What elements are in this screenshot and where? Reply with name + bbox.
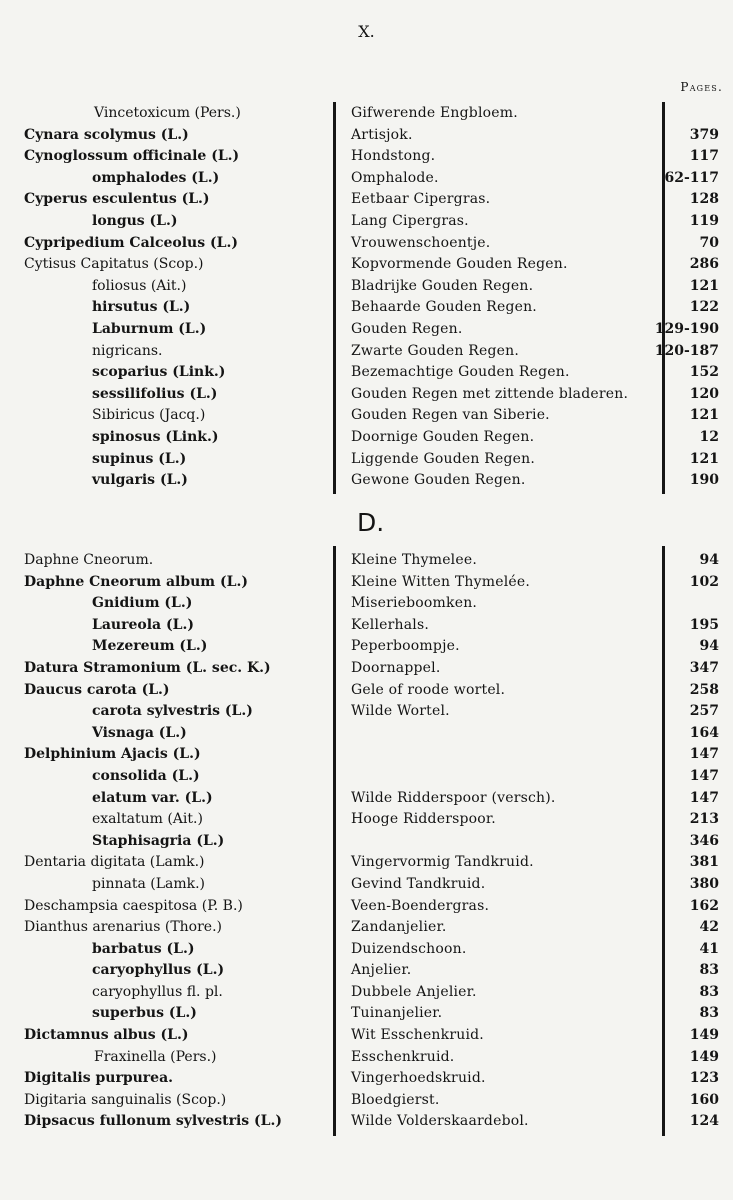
latin-name: Dentaria digitata (Lamk.) <box>24 854 205 871</box>
index-entry <box>0 831 733 853</box>
page-number: 129-190 <box>654 320 719 337</box>
dutch-name: Artisjok. <box>351 126 413 143</box>
latin-name: scoparius (Link.) <box>92 364 226 381</box>
dutch-name: Anjelier. <box>351 962 412 979</box>
latin-name: Dictamnus albus (L.) <box>24 1027 189 1044</box>
index-entry <box>0 168 733 190</box>
index-entry <box>0 788 733 810</box>
latin-name: exaltatum (Ait.) <box>92 811 203 828</box>
latin-name: Sibiricus (Jacq.) <box>92 407 206 424</box>
latin-name: carota sylvestris (L.) <box>92 703 253 720</box>
index-entry <box>0 550 733 572</box>
page-number: 190 <box>689 472 719 489</box>
dutch-name: Vrouwenschoentje. <box>351 234 491 251</box>
page-number: 83 <box>699 962 719 979</box>
index-entry <box>0 636 733 658</box>
page-number: 62-117 <box>664 169 719 186</box>
dutch-name: Bloedgierst. <box>351 1091 440 1108</box>
dutch-name: Hondstong. <box>351 148 436 165</box>
page-number: 257 <box>689 703 719 720</box>
latin-name: Staphisagria (L.) <box>92 832 225 849</box>
dutch-name: Duizendschoon. <box>351 940 467 957</box>
page-number: 122 <box>689 299 719 316</box>
page-number: 195 <box>689 616 719 633</box>
latin-name: Deschampsia caespitosa (P. B.) <box>24 897 243 914</box>
index-entry <box>0 1003 733 1025</box>
dutch-name: Kellerhals. <box>351 616 429 633</box>
latin-name: Daphne Cneorum album (L.) <box>24 573 248 590</box>
latin-name: pinnata (Lamk.) <box>92 875 206 892</box>
latin-name: Vincetoxicum (Pers.) <box>94 105 241 121</box>
index-entry <box>0 766 733 788</box>
index-entry <box>0 917 733 939</box>
dutch-name: Tuinanjelier. <box>351 1005 443 1022</box>
page-number: 121 <box>689 277 719 294</box>
page-number: 346 <box>689 832 719 849</box>
dutch-name: Gouden Regen met zittende bladeren. <box>351 385 629 402</box>
page-numeral: X. <box>358 22 375 41</box>
latin-name: caryophyllus fl. pl. <box>92 983 223 1000</box>
dutch-name: Kleine Witten Thymelée. <box>351 573 530 590</box>
dutch-name: Doornige Gouden Regen. <box>351 428 535 445</box>
latin-name: vulgaris (L.) <box>92 472 188 489</box>
index-entry <box>0 384 733 406</box>
dutch-name: Eetbaar Cipergras. <box>351 191 491 208</box>
index-entry <box>0 680 733 702</box>
dutch-name: Behaarde Gouden Regen. <box>351 299 537 316</box>
latin-name: caryophyllus (L.) <box>92 962 225 979</box>
latin-name: Daphne Cneorum. <box>24 552 154 568</box>
dutch-name: Zwarte Gouden Regen. <box>351 342 519 359</box>
index-entry <box>0 405 733 427</box>
index-entry <box>0 744 733 766</box>
latin-name: foliosus (Ait.) <box>92 277 187 294</box>
page-number: 160 <box>689 1091 719 1108</box>
page-number: 121 <box>689 407 719 424</box>
dutch-name: Dubbele Anjelier. <box>351 983 477 1000</box>
dutch-name: Gouden Regen van Siberie. <box>351 407 550 424</box>
page-number: 102 <box>689 573 719 590</box>
latin-name: Fraxinella (Pers.) <box>94 1048 217 1065</box>
latin-name: Cypripedium Calceolus (L.) <box>24 234 238 251</box>
index-entry <box>0 1025 733 1047</box>
index-entry <box>0 211 733 233</box>
latin-name: Delphinium Ajacis (L.) <box>24 746 201 763</box>
page-number: 83 <box>699 1005 719 1022</box>
page-number: 70 <box>699 234 719 251</box>
latin-name: Dianthus arenarius (Thore.) <box>24 919 223 936</box>
index-section-d <box>0 550 733 1133</box>
page-number: 379 <box>689 126 719 143</box>
page-number: 164 <box>689 724 719 741</box>
index-entry <box>0 723 733 745</box>
dutch-name: Liggende Gouden Regen. <box>351 450 535 467</box>
dutch-name: Gifwerende Engbloem. <box>351 105 518 121</box>
page-number: 258 <box>689 681 719 698</box>
dutch-name: Doornappel. <box>351 659 441 676</box>
index-entry <box>0 982 733 1004</box>
index-entry <box>0 146 733 168</box>
dutch-name: Esschenkruid. <box>351 1048 455 1065</box>
latin-name: spinosus (Link.) <box>92 428 219 445</box>
dutch-name: Bezemachtige Gouden Regen. <box>351 364 570 381</box>
dutch-name: Kopvormende Gouden Regen. <box>351 256 568 273</box>
dutch-name: Gevind Tandkruid. <box>351 875 486 892</box>
latin-name: Cynara scolymus (L.) <box>24 126 189 143</box>
dutch-name: Wit Esschenkruid. <box>351 1027 484 1044</box>
latin-name: Digitalis purpurea. <box>24 1070 174 1087</box>
index-entry <box>0 125 733 147</box>
index-entry <box>0 1047 733 1069</box>
latin-name: Datura Stramonium (L. sec. K.) <box>24 659 271 676</box>
page-number: 213 <box>689 811 719 828</box>
page-number: 120 <box>689 385 719 402</box>
page-number: 147 <box>689 746 719 763</box>
page-number: 123 <box>689 1070 719 1087</box>
latin-name: omphalodes (L.) <box>92 169 220 186</box>
page-number: 121 <box>689 450 719 467</box>
index-entry <box>0 470 733 492</box>
latin-name: Cytisus Capitatus (Scop.) <box>24 256 204 273</box>
index-entry <box>0 1068 733 1090</box>
dutch-name: Gewone Gouden Regen. <box>351 472 526 489</box>
latin-name: Mezereum (L.) <box>92 638 208 655</box>
page-number: 128 <box>689 191 719 208</box>
latin-name: Laureola (L.) <box>92 616 194 633</box>
latin-name: Daucus carota (L.) <box>24 681 170 698</box>
page-number: 124 <box>689 1113 719 1130</box>
page-number: 149 <box>689 1027 719 1044</box>
page-number: 162 <box>689 897 719 914</box>
latin-name: Visnaga (L.) <box>92 724 187 741</box>
latin-name: Cyperus esculentus (L.) <box>24 191 210 208</box>
page-number: 83 <box>699 983 719 1000</box>
latin-name: Cynoglossum officinale (L.) <box>24 148 240 165</box>
page-number: 94 <box>699 552 719 568</box>
dutch-name: Wilde Ridderspoor (versch). <box>351 789 556 806</box>
page-number: 117 <box>689 148 719 165</box>
latin-name: consolida (L.) <box>92 767 200 784</box>
page-number: 381 <box>689 854 719 871</box>
latin-name: elatum var. (L.) <box>92 789 213 806</box>
index-entry <box>0 896 733 918</box>
dutch-name: Kleine Thymelee. <box>351 552 477 568</box>
dutch-name: Peperboompje. <box>351 638 460 655</box>
latin-name: supinus (L.) <box>92 450 187 467</box>
index-entry <box>0 658 733 680</box>
page-number: 119 <box>689 212 719 229</box>
index-entry <box>0 297 733 319</box>
index-entry <box>0 276 733 298</box>
latin-name: Dipsacus fullonum sylvestris (L.) <box>24 1113 283 1130</box>
page-number: 41 <box>699 940 719 957</box>
dutch-name: Gouden Regen. <box>351 320 463 337</box>
latin-name: sessilifolius (L.) <box>92 385 218 402</box>
dutch-name: Lang Cipergras. <box>351 212 469 229</box>
page-number: 149 <box>689 1048 719 1065</box>
index-entry <box>0 852 733 874</box>
dutch-name: Vingervormig Tandkruid. <box>351 854 534 871</box>
dutch-name: Gele of roode wortel. <box>351 681 506 698</box>
dutch-name: Vingerhoedskruid. <box>351 1070 486 1087</box>
index-entry <box>0 874 733 896</box>
page-number: 147 <box>689 789 719 806</box>
index-entry <box>0 615 733 637</box>
dutch-name: Wilde Volderskaardebol. <box>351 1113 529 1130</box>
index-entry <box>0 233 733 255</box>
page-number: 147 <box>689 767 719 784</box>
latin-name: Digitaria sanguinalis (Scop.) <box>24 1091 227 1108</box>
page-number: 120-187 <box>654 342 719 359</box>
index-section-c <box>0 103 733 492</box>
index-entry <box>0 593 733 615</box>
index-entry <box>0 427 733 449</box>
page-number: 286 <box>689 256 719 273</box>
section-letter: D. <box>357 508 385 537</box>
latin-name: longus (L.) <box>92 212 178 229</box>
page-number: 12 <box>699 428 719 445</box>
page-number: 94 <box>699 638 719 655</box>
latin-name: Laburnum (L.) <box>92 320 207 337</box>
latin-name: nigricans. <box>92 342 163 359</box>
index-entry <box>0 960 733 982</box>
latin-name: Gnidium (L.) <box>92 595 193 612</box>
index-entry <box>0 939 733 961</box>
dutch-name: Bladrijke Gouden Regen. <box>351 277 534 294</box>
dutch-name: Miserieboomken. <box>351 595 478 612</box>
index-entry <box>0 449 733 471</box>
index-entry <box>0 1111 733 1133</box>
page-number: 380 <box>689 875 719 892</box>
index-entry <box>0 319 733 341</box>
page-number: 347 <box>689 659 719 676</box>
index-entry <box>0 809 733 831</box>
index-entry <box>0 341 733 363</box>
index-entry <box>0 362 733 384</box>
page-number: 42 <box>699 919 719 936</box>
latin-name: barbatus (L.) <box>92 940 195 957</box>
index-entry <box>0 1090 733 1112</box>
index-entry <box>0 189 733 211</box>
latin-name: superbus (L.) <box>92 1005 197 1022</box>
index-entry <box>0 572 733 594</box>
index-entry <box>0 103 733 125</box>
dutch-name: Omphalode. <box>351 169 439 186</box>
index-entry <box>0 701 733 723</box>
index-entry <box>0 254 733 276</box>
dutch-name: Wilde Wortel. <box>351 703 450 720</box>
page-number: 152 <box>689 364 719 381</box>
dutch-name: Hooge Ridderspoor. <box>351 811 496 828</box>
dutch-name: Veen-Boendergras. <box>351 897 490 914</box>
pages-column-header: Pages. <box>680 80 723 94</box>
dutch-name: Zandanjelier. <box>351 919 447 936</box>
latin-name: hirsutus (L.) <box>92 299 191 316</box>
